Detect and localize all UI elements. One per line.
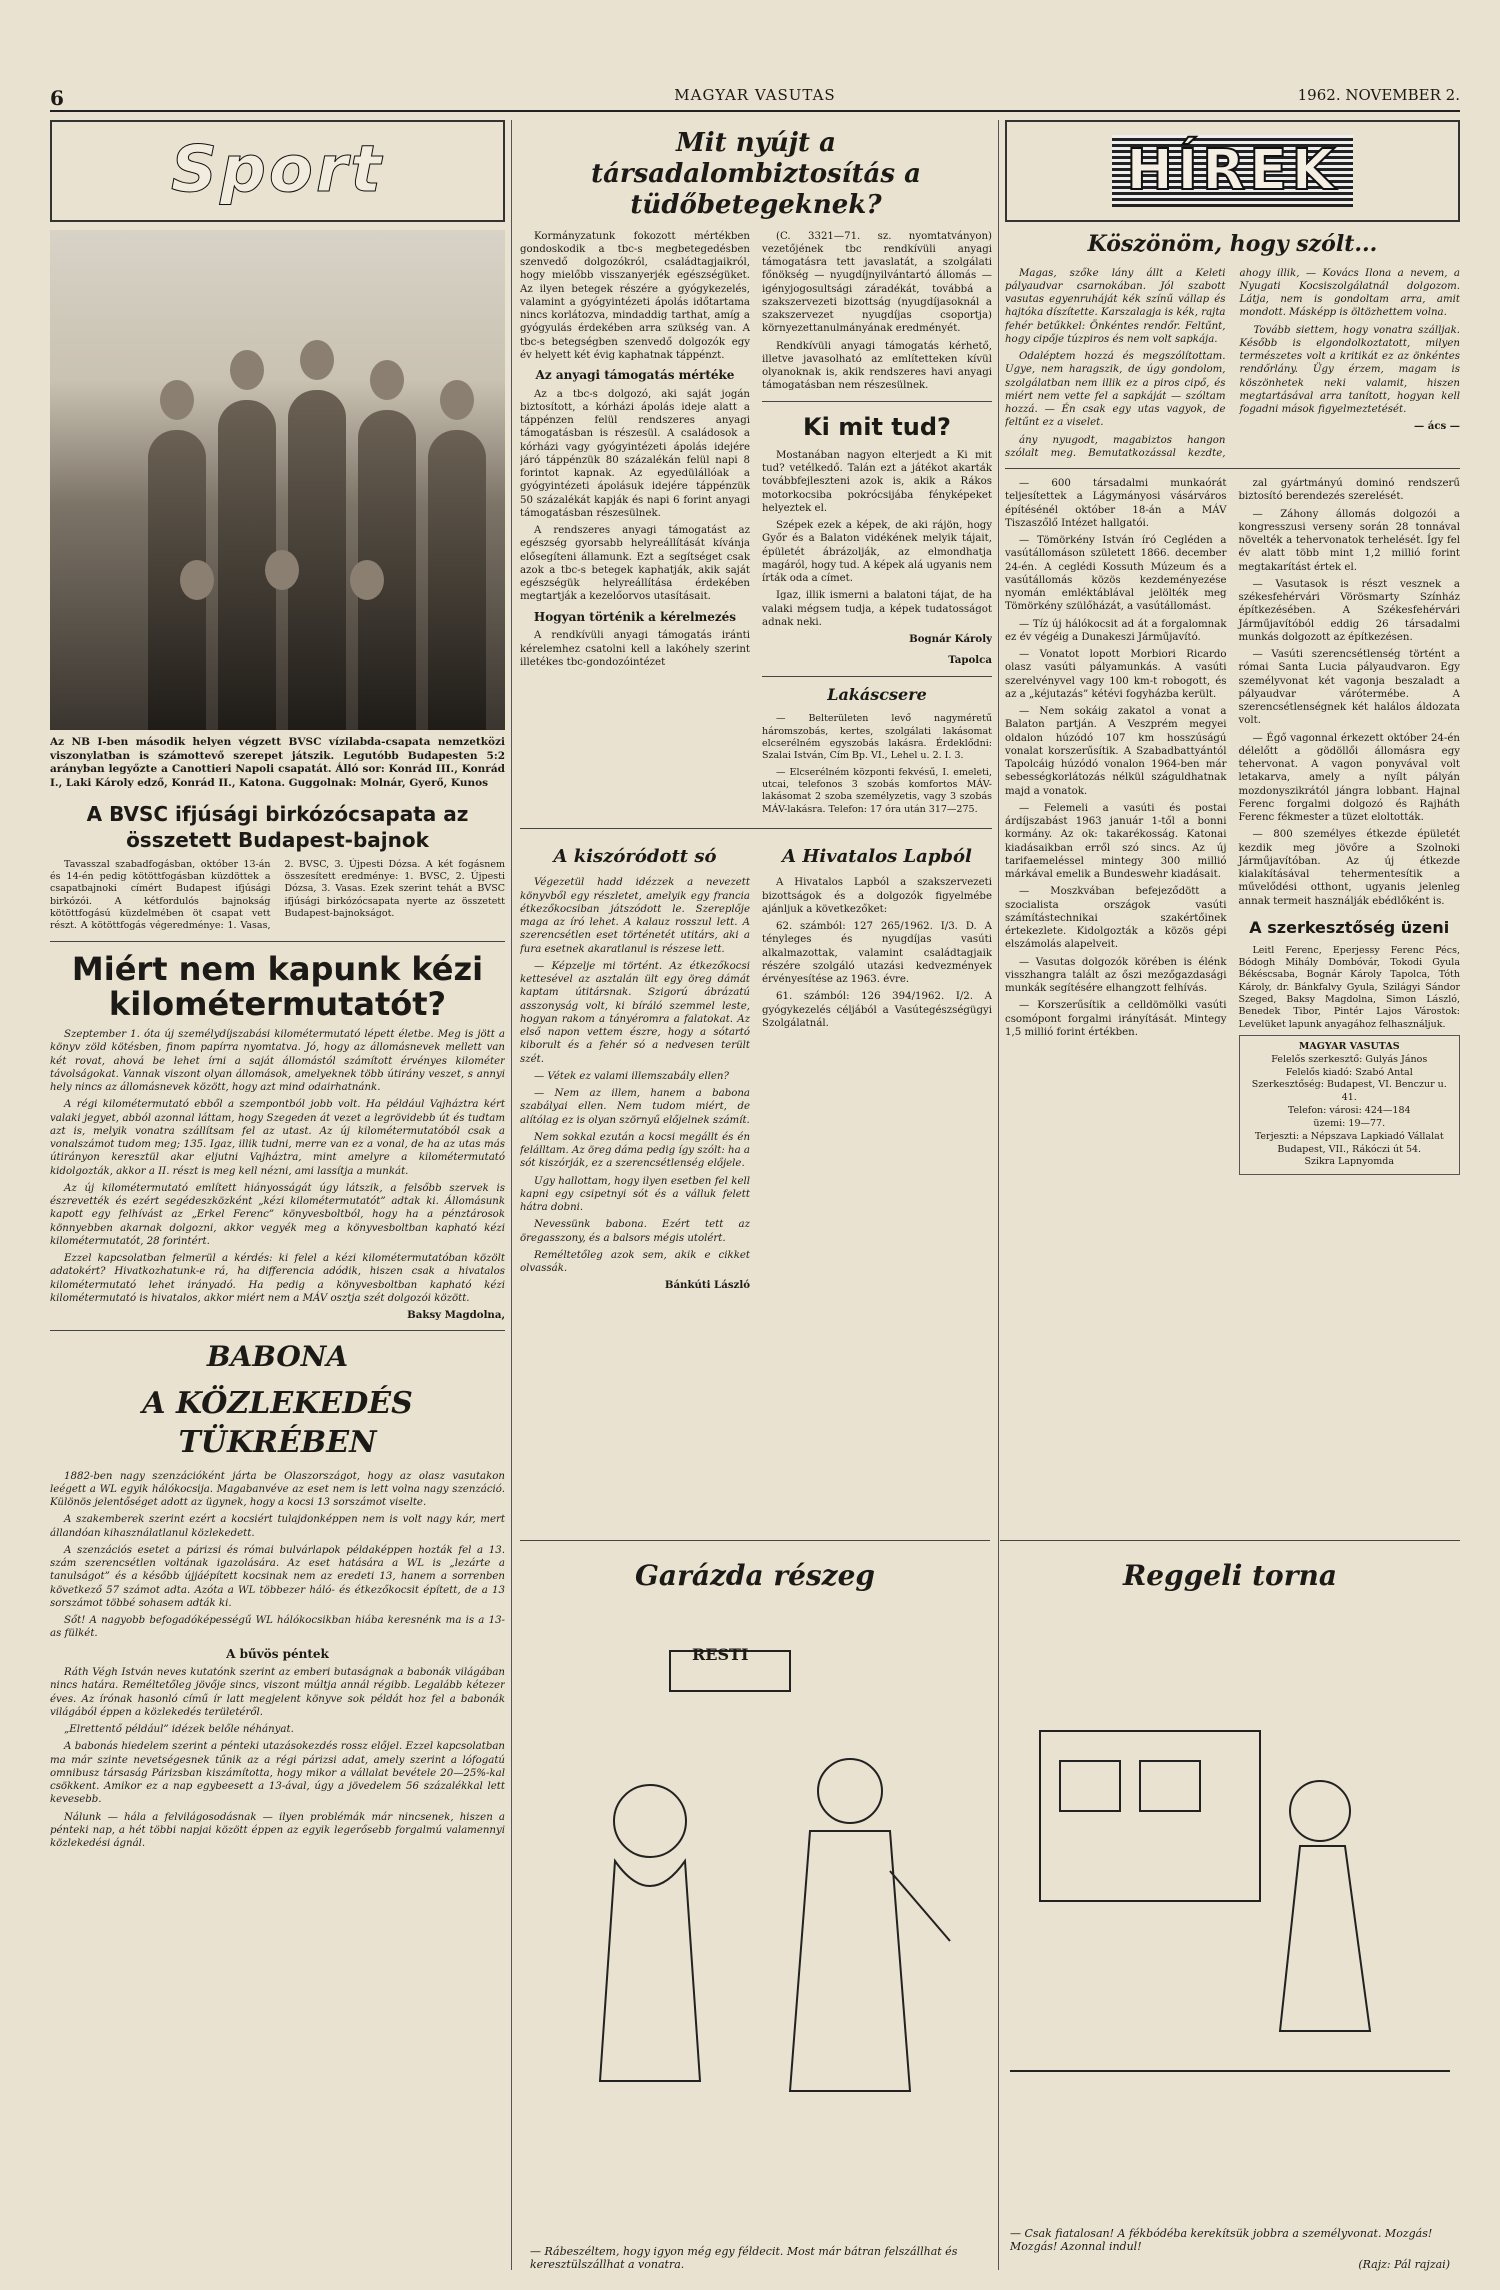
article-paragraph: Ráth Végh István neves kutatónk szerint az emberi butaságnak a babonák világában nincs határa. Reméltetőleg jövője sincs, viszont múltja annál régibb. Legalább kétezer éves. Az írónak hasonló című ír latt megjelent könyve sok példát hoz fel a babonák világából éppen a közlekedés területéről. (50, 1667, 505, 1718)
photo-caption: Az NB I-ben második helyen végzett BVSC vízilabda-csapata nemzetközi viszonylatban is számottevő szerepet játszik. Legutóbb Budapesten 5:2 arányban legyőzte a Canottieri Napoli csapatát. Álló sor: Konrád III., Konrád I., Laki Károly edző, Konrád II., Katona. Guggolnak: Molnár, Gyerő, Kunos (50, 736, 505, 789)
news-item: — Korszerűsítik a celldömölki vasúti csomópont forgalmi irányítását. Mintegy 1,5 millió forint értékben. (1005, 1000, 1227, 1038)
water-polo-team-photo (50, 230, 505, 730)
article-paragraph: (C. 3321—71. sz. nyomtatványon) vezetőjének tbc rendkívüli anyagi támogatásra tett javaslatát, a szolgálati főnökség — nyugdíjnyilvántartó állomás — igényjogosultsági záradékát, továbbá a szakszervezeti bizottság (nyugdíjasoknál a szakszervezet nyugdíjas csoportja) környezettanulmányának eredményét. (762, 230, 992, 335)
imprint-line: Budapest, VII., Rákóczi út 54. (1277, 1143, 1422, 1155)
tbc-subheading: Hogyan történik a kérelmezés (533, 609, 737, 624)
article-paragraph: A rendkívüli anyagi támogatás iránti kérelemhez csatolni kell a lakóhely szerint illetékes tbc-gondozóintézet (520, 630, 750, 668)
news-item: — Felemeli a vasúti és postai árdíjszabást 1963 január 1-től a bonni kormány. Az ok: takarékosság. Katonai kiadásaikban erről szó sincs. Az új tarifaemeléssel mintegy 300 millió márkával emelik a Bundeswehr kiadásait. (1005, 802, 1227, 881)
article-paragraph: Ugy hallottam, hogy ilyen esetben fel kell kapni egy csipetnyi sót és a válluk felett hátra dobni. (520, 1175, 750, 1214)
cartoon-caption: — Csak fiatalosan! A fékbódéba kerekítsük jobbra a személyvonat. Mozgás! Mozgás! Azonnal indul! (1010, 2227, 1433, 2253)
news-item: — 800 személyes étkezde épületét kezdik meg jövőre a Szolnoki Járműjavítóban. Az új étkezde kialakításával tehermentesítik a művelődési otthont, ugyanis jelenleg annak termeit használják ebédlőként is. (1238, 829, 1460, 907)
article-paragraph: Nevessünk babona. Ezért tett az öregasszony, és a balsors mégis utolért. (520, 1219, 750, 1244)
article-paragraph: Szépek ezek a képek, de aki rájön, hogy Győr és a Balaton vidékének melyik tájait, épületét ábrázolják, az elmondhatja magáról, hogy tud. A képek alá ugyanis nem írták oda a címet. (762, 520, 992, 584)
article-paragraph: Az új kilométermutató említett hiányosságát úgy látszik, a felsőbb szervek is észrevették és ezért segédeszközként „kézi kilométermutatót” adtak ki. Állomásunk kapott egy felhívást az „Erkel Ferenc” könyvesboltból, hogy ha a pénztárosok könnyebben akarnak dolgozni, akkor vegyék meg a könyvesboltban kapható kézi kilométermutatót, 28 forintért. (50, 1182, 505, 1247)
article-paragraph: Rendkívüli anyagi támogatás kérhető, illetve javasolható az említetteken kívül olyanoknak is, akik rendszeres havi anyagi támogatásban nem részesülnek. (762, 340, 992, 392)
cartoon-left (520, 1540, 990, 2281)
article-signature: — ács — (1413, 420, 1460, 433)
article-paragraph: A régi kilométermutató ebből a szempontból jobb volt. Ha például Vajháztra kért valaki jegyet, abból azonnal láttam, hogy Szegeden át vezet a legrövidebb út és tudtam azt is, melyik vonatra szállítsam fel az utast. Az új kilométermutatóból csak a vonalszámot tudom meg; 135. Igaz, illik tudni, merre van ez a vonal, de ha az utas más útirányon keresztül akar eljutni Vajháztra, mint amelyre a kilométermutató kidolgozták, akkor a II. részt is meg kell nézni, ami lassítja a munkát. (50, 1099, 505, 1177)
article-paragraph: Kormányzatunk fokozott mértékben gondoskodik a tbc-s megbetegedésben szenvedő dolgozókról, családtagjaikról, hogy mielőbb visszanyerjék egészségüket. Az ilyen betegek részére a gyógykezelés, valamint a gyógyintézeti ápolás időtartama nincs korlátozva, mindaddig tarthat, amíg a gyógyulás érdekében arra szükség van. A tbc-s betegségben szenvedő dolgozók egy év helyett két évig kaphatnak táppénzt. (520, 230, 750, 361)
imprint-line: Terjeszti: a Népszava Lapkiadó Vállalat (1254, 1130, 1444, 1142)
news-item: — Tömörkény István író Cegléden a vasútállomáson született 1866. december 24-én. A ceglédi Kossuth Múzeum és a vasútállomás közös kezdeményezése nyomán emléktáblával jelölték meg Tömörkény szülőházát, a vasútállomást. (1005, 535, 1227, 613)
article-paragraph: Reméltetőleg azok sem, akik e cikket olvassák. (520, 1249, 750, 1275)
news-item: — Égő vagonnal érkezett október 24-én délelőtt a gödöllői állomásra egy tehervonat. A vagon ponyvával volt letakarva, amely a nyílt pályán mozdonyszikrától jángra lobbant. Hajnal Ferenc forgalmi dolgozó és Rajháth Ferenc fékmester a tüzet eloltották. (1238, 732, 1460, 824)
article-paragraph: 62. számból: 127 265/1962. I/3. D. A tényleges és nyugdíjas vasúti alkalmazottak, valamint családtagjaik részére szolgáló utazási kedvezmények érvényesítése az 1963. évre. (762, 921, 992, 986)
imprint-line: Szikra Lapnyomda (1304, 1156, 1395, 1168)
article-paragraph: 61. számból: 126 394/1962. I/2. A gyógykezelés céljából a Vasútegészségügyi Szolgálatnál. (762, 991, 992, 1029)
uzeni-text: Leitl Ferenc, Eperjessy Ferenc Pécs, Bódogh Mihály Dombóvár, Tokodi Gyula Békéscsaba, Bognár Károly Tapolca, Tóth Károly, dr. Bánkfalvy Gyula, Szilágyi Sándor Szeged, Baksy Magdolna, Simon László, Benedek Tibor, Pintér Lajos Várostok: Levelüket lapunk anyagához felhasználjuk. (1238, 944, 1460, 1030)
cartoon-title: Reggeli torna (1123, 1559, 1337, 1592)
article-paragraph: — Képzelje mi történt. Az étkezőkocsi kettesével az asztalán ült egy öreg dámát kaptam útitársnak. Szigorú ábrázatú asszonyság volt, ki bíráló szemmel leste, hogyan rakom a tányéromra a falatokat. Az első napon vettem észre, hogy a sótartó kiborult és a fehér só a nedvesen terült szét. (520, 960, 750, 1065)
article-paragraph: A babonás hiedelem szerint a pénteki utazásokezdés rossz előjel. Ezzel kapcsolatban ma már szinte nevetségesnek tűnik az a régi párizsi adat, amely szerint a lófogatú omnibusz társaság Párizsban kiszámította, hogy mikor a vállalat bevétele 20—25%-kal csökkent. Amikor ez a nap egybeesett a 13-ával, úgy a jövedelem 56 százalékkal lett kevesebb. (50, 1741, 505, 1806)
article-signature: Bánkúti László (664, 1279, 750, 1292)
article-paragraph: Mostanában nagyon elterjedt a Ki mit tud? vetélkedő. Talán ezt a játékot akarták továbbfejleszteni azok is, akik a Rákos motorkocsiba pokrócsijába fényképeket helyeztek el. (762, 449, 992, 514)
classified-item: — Elcserélném központi fekvésű, I. emeleti, utcai, telefonos 3 szobás komfortos MÁV-lakásomat 2 szoba személyzetis, vagy 3 szobás MÁV-lakásra. Telefon: 17 óra után 317—275. (762, 766, 992, 815)
news-item: — Vasutasok is részt vesznek a székesfehérvári Vörösmarty Színház építkezésében. A Székesfehérvári Járműjavítóból eddig 26 társadalmi munkás dolgozott az építkezésen. (1238, 578, 1460, 643)
page-number: 6 (50, 86, 64, 110)
hirek-banner-title: HÍREK (1112, 135, 1352, 208)
article-paragraph: Sőt! A nagyobb befogadóképességű WL hálókocsikban hiába keresnénk ma is a 13-as fülkét. (50, 1615, 505, 1640)
news-item: — Vasúti szerencsétlenség történt a római Santa Lucia pályaudvaron. Egy személyvonat két vagonja beszaladt a pályaudvar várótermébe. A szerencsétlenségnek két halálos áldozata volt. (1238, 649, 1460, 727)
classified-item: — Belterületen levő nagyméretű háromszobás, kertes, szolgálati lakásomat elcserélném egyszobás lakásra. Érdeklődni: Szalai István, Cím Bp. VI., Lehel u. 2. I. 3. (762, 713, 992, 762)
imprint-box (1239, 1035, 1461, 1175)
article-paragraph: A Hivatalos Lapból a szakszervezeti bizottságok és a dolgozók figyelmébe ajánljuk a következőket: (762, 877, 992, 915)
hivatalos-title: A Hivatalos Lapból (782, 846, 972, 868)
article-paragraph: Nálunk — hála a felvilágosodásnak — ilyen problémák már nincsenek, hiszen a pénteki nap, a hét többi napjai között éppen az egyik legerősebb forgalmú valamennyi közlekedési ágnál. (50, 1811, 505, 1850)
babona-subtitle: A KÖZLEKEDÉS TÜKRÉBEN (142, 1385, 413, 1460)
news-item: — Záhony állomás dolgozói a kongresszusi verseny során 28 tonnával növelték a tehervonatok terhelését. Így fel év alatt több mint 1,2 millió forint megtakarítást értek el. (1238, 508, 1460, 573)
kimit-headline: Ki mit tud? (803, 412, 951, 441)
article-paragraph: Nem sokkal ezután a kocsi megállt és én felálltam. Az öreg dáma pedig így szólt: ha a sót kiszórják, ez a szerencsétlenség előjele. (520, 1131, 750, 1170)
sport-column (50, 120, 505, 2290)
article-paragraph: — Nem az illem, hanem a babona szabályai ellen. Nem tudom miért, de alítólag ez is olyan szörnyű előjelnek számít. (520, 1088, 750, 1126)
imprint-line: Felelős kiadó: Szabó Antal (1285, 1066, 1413, 1078)
article-paragraph: 1882-ben nagy szenzációként járta be Olaszországot, hogy az olasz vasutakon leégett a WL egyik hálókocsija. Magabanvéve az eset nem is lett volna nagy szenzáció. Különös jelentőséget adott az ügynek, hogy a kocsi 13 sorszámot viselte. (50, 1470, 505, 1509)
cartoon-drunk-drawing (520, 1611, 990, 2171)
article-paragraph: Végezetül hadd idézzek a nevezett könyvből egy részletet, amelyik egy francia étkezőkocsiban játszódott le. Szereplője maga az író lehet. A kalauz rosszul lett. A szerencsétlen eset történetét utitárs, aki a fura esetnek akaratlanul is részese lett. (520, 877, 750, 955)
cartoon-right (1000, 1540, 1460, 2281)
cartoon-credit: (Rajz: Pál rajzai) (1358, 2258, 1450, 2271)
imprint-line: Telefon: városi: 424—184 (1287, 1105, 1411, 1117)
article-signature: Bognár Károly (909, 633, 992, 645)
resti-sign: RESTI (692, 1645, 749, 1664)
tbc-headline: Mit nyújt a társadalombiztosítás a tüdőbetegeknek? (591, 128, 921, 221)
kiszorodott-title: A kiszóródott só (553, 846, 717, 868)
imprint-line: üzemi: 19—77. (1313, 1117, 1386, 1129)
wrestling-headline: A BVSC ifjúsági birkózócsapata az összetett Budapest-bajnok (86, 801, 469, 852)
babona-subheading: A bűvös péntek (226, 1646, 329, 1661)
cartoon-shunting-drawing (1000, 1611, 1460, 2171)
hirek-banner (1005, 120, 1460, 222)
article-paragraph: Igaz, illik ismerni a balatoni tájat, de ha valaki mégsem tudja, a képek tudatosságot adnak neki. (762, 590, 992, 628)
babona-title: BABONA (206, 1340, 349, 1374)
news-item: — Moszkvában befejeződött a szocialista országok vasúti számítástechnikai szakértőinek értekezlete. Kidolgozták a közös gépi elszámolás alapelveit. (1005, 886, 1227, 951)
news-item: — 600 társadalmi munkaórát teljesítettek a Lágymányosi vásárváros építésénél október 18-án a MÁV Tiszaszőlő Intézet hallgatói. (1005, 478, 1227, 529)
cartoon-caption: — Rábeszéltem, hogy igyon még egy féldecit. Most már bátran felszállhat és keresztülszállhat a vonatra. (530, 2245, 958, 2271)
article-paragraph: A rendszeres anyagi támogatást az egészség gyorsabb helyreállítását kívánja elősegíteni államunk. Ezt a segítséget csak azok a tbc-s betegek kaphatják, akik saját egészségük helyreállítása érdekében megtartják a kezelőorvos utasításait. (520, 525, 750, 603)
wrestling-text: Tavasszal szabadfogásban, október 13-án és 14-én pedig kötöttfogásban küzdöttek a csapatbajnoki címért Budapest ifjúsági birkózói. A kétfordulós bajnokság kötöttfogású küzdelmében öt csapat vett részt. A kötöttfogás végeredménye: 1. Vasas, 2. BVSC, 3. Újpesti Dózsa. A két fogásnem összesített eredménye: 1. BVSC, 2. Újpesti Dózsa, 3. Vasas. Ezek szerint tehát a BVSC ifjúsági birkózócsapata nyerte az összetett Budapest-bajnokságot. (50, 858, 505, 932)
sport-banner (50, 120, 505, 222)
paper-name: MAGYAR VASUTAS (674, 86, 836, 104)
news-item: zal gyártmányú dominó rendszerű biztosító berendezés szerelését. (1238, 478, 1460, 503)
column-divider (511, 120, 512, 2270)
imprint-title: MAGYAR VASUTAS (1298, 1041, 1400, 1053)
lakascsere-title: Lakáscsere (827, 684, 927, 704)
article-paragraph: „Elrettentő például” idézek belőle néhányat. (64, 1724, 294, 1736)
issue-date: 1962. NOVEMBER 2. (1297, 86, 1460, 104)
news-item: — Tíz új hálókocsit ad át a forgalomnak ez év végéig a Dunakeszi Járműjavító. (1005, 618, 1227, 643)
article-signature: Baksy Magdolna, (407, 1309, 505, 1321)
cartoon-title: Garázda részeg (635, 1559, 875, 1592)
news-item: — Vasutas dolgozók körében is élénk visszhangra talált az őszi mezőgazdasági munkák segítésére elhangzott felhívás. (1005, 956, 1227, 995)
news-item: — Nem sokáig zakatol a vonat a Balaton partján. A Veszprém megyei oldalon húzódó 107 km hosszúságú vonalat korszerűsítik. A Szabadbattyántól Tapolcáig húzódó vonalon 1964-ben már sebességkorlátozás nélkül száguldhatnak majd a vonatok. (1005, 706, 1227, 797)
article-paragraph: A szenzációs esetet a párizsi és római bulvárlapok példaképpen hozták fel a 13. szám szerencsétlen voltának igazolására. Az eset hatására a WL is „lezárte a tanulságot” és a később újjáépített kocsinak nem az eredeti 13, hanem a sorrenben következő 57 számot adta. Azóta a WL többezer háló- és étkezőkocsit épített, de a 13 sorszámot többé sohasem adták ki. (50, 1544, 505, 1609)
news-item: — Vonatot lopott Morbiori Ricardo olasz vasúti pályamunkás. A vasúti szerelvényvel vagy 100 km-t robogott, és az a „kéjutazás” kétévi fogyházba került. (1005, 649, 1227, 700)
sport-banner-title: Sport (170, 133, 385, 208)
article-paragraph: Magas, szőke lány állt a Keleti pályaudvar csarnokában. Jól szabott vasutas egyenruháját kék színű vállap és hajtóka díszítette. Karszalagja is kék, rajta fehér betűkkel: Önkéntes rendőr. Feltűnt, hogy cipője túzpiros és nem volt sapkája. (1005, 267, 1226, 345)
tbc-subheading: Az anyagi támogatás mértéke (535, 368, 735, 383)
uzeni-title: A szerkesztőség üzeni (1249, 917, 1450, 937)
article-signature-place: Tapolca (948, 654, 992, 667)
masthead (50, 86, 1460, 112)
article-paragraph: A szakemberek szerint ezért a kocsiért tulajdonképpen nem is volt nagy kár, mert állandóan kihasználatlanul közlekedett. (50, 1514, 505, 1539)
article-paragraph: — Vétek ez valami illemszabály ellen? (534, 1070, 729, 1082)
imprint-line: Szerkesztőség: Budapest, VI. Benczur u. 41. (1251, 1079, 1447, 1104)
article-paragraph: Odaléptem hozzá és megszólítottam. Ugye, nem haragszik, de úgy gondolom, szolgálatban nem illik ez a piros cipő, és miért nem vette fel a sapkáját — szóltam hozzá. — Én csak egy utas vagyok, de feltűnt ez a viselet. (1005, 351, 1226, 429)
article-paragraph: Az a tbc-s dolgozó, aki saját jogán biztosított, a kórházi ápolás ideje alatt a táppénzen felül rendszeres anyagi támogatásban is részesül. A családosok a kórházi vagy gyógyintézeti ápolás idejére járó táppénzük 80 százalékán felül napi 8 forintot kapnak. Az egyedülállóak a gyógyintézeti ápolásuk idejére táppénzük 50 százalékát kapják és napi 6 forint anyagi támogatásban részesülnek. (520, 388, 750, 519)
koszonom-title: Köszönöm, hogy szólt... (1087, 231, 1378, 257)
kilometer-headline: Miért nem kapunk kézi kilométermutatót? (71, 949, 484, 1023)
imprint-line: Felelős szerkesztő: Gulyás János (1271, 1053, 1428, 1065)
article-paragraph: ány nyugodt, magabiztos hangon szólalt meg. Bemutatkozással kezdte, ahogy illik, — Kovács Ilona a nevem, a Nyugati Kocsiszolgálatnál dolgozom. Látja, nem is gondoltam arra, amit mondott. Másképp is öltözhettem volna. (1005, 267, 1460, 459)
article-paragraph: Ezzel kapcsolatban felmerül a kérdés: ki felel a kézi kilométermutatóban közölt adatokért? Hivatkozhatunk-e rá, ha differencia adódik, hiszen csak a hivatalos kilométermutató lehet irányadó. Ha pedig a könyvesboltban kapható kézi kilométermutató is hivatalos, akkor miért nem a MÁV osztja szét dolgozói között. (50, 1253, 505, 1304)
cartoon-strip (520, 1540, 1460, 2280)
article-paragraph: Tovább siettem, hogy vonatra szálljak. Később is elgondolkoztatott, milyen természetes volt a kritikát ez az önkéntes rendőrlány. Ügy érzem, magam is köszönhetek neki valamit, hiszen megtartásával arra tanított, hogyan kell fogadni mások figyelmeztetését. (1239, 324, 1460, 416)
article-paragraph: Szeptember 1. óta új személydíjszabási kilométermutató lépett életbe. Meg is jött a könyv zöld kötésben, finom papírra nyomtatva. Jó, hogy az állomásnevek mellett van két rovat, ahová be lehet írni a saját állomástól számított érvényes kilométer távolságokat. Vannak viszont olyan állomások, amelyeknek több útirány veszet, s annyi hely nincs az állomásnevek között, hogy azt mind odairhatnánk. (50, 1029, 505, 1093)
